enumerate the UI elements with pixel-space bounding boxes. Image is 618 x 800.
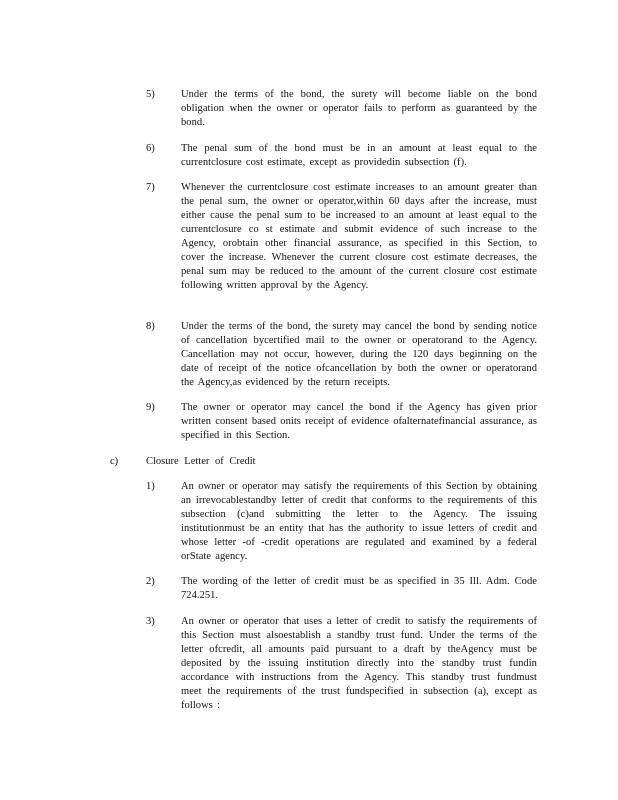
item-number: 7) [146, 182, 155, 193]
item-number: 6) [146, 143, 155, 154]
item-text: The owner or operator may cancel the bond if the Agency has given prior written consent based onits receipt of evidence ofalternatefinancial assurance, as specified in this Section. [181, 402, 537, 441]
item-text: The penal sum of the bond must be in an amount at least equal to the currentclosure cost estimate, except as providedin subsection (f). [181, 143, 537, 168]
item-text: An owner or operator that uses a letter of credit to satisfy the requirements of this Section must alsoestablish a standby trust fund. Under the terms of the letter ofcredit, all amounts paid pursuant to a draft by theAgency must be deposited by the issuing institution directly into the standby trust fundin accordance with instructions from the Agency. This standby trust fundmust meet the requirements of the trust fundspecified in subsection (a), except as follows : [181, 616, 537, 711]
item-number: 2) [146, 576, 155, 587]
item-text: Under the terms of the bond, the surety may cancel the bond by sending notice of cancellation bycertified mail to the owner or operatorand to the Agency. Cancellation may not occur, however, during the 120 days beginning on the date of receipt of the notice ofcancellation by both the owner or operatorand the Agency,as evidenced by the return receipts. [181, 321, 537, 388]
item-text: Under the terms of the bond, the surety will become liable on the bond obligation when the owner or operator fails to perform as guaranteed by the bond. [181, 89, 537, 128]
item-number: 8) [146, 321, 155, 332]
item-number: 9) [146, 402, 155, 413]
section-number: c) [110, 456, 119, 467]
item-text: The wording of the letter of credit must be as specified in 35 Ill. Adm. Code 724.251. [181, 576, 537, 601]
item-number: 1) [146, 481, 155, 492]
section-title: Closure Letter of Credit [146, 456, 256, 467]
item-number: 5) [146, 89, 155, 100]
item-number: 3) [146, 616, 155, 627]
item-text: An owner or operator may satisfy the requirements of this Section by obtaining an irrevocablestandby letter of credit that conforms to the requirements of this subsection (c)and submitting the letter to the Agency. The issuing institutionmust be an entity that has the authority to issue letters of credit and whose letter -of -credit operations are regulated and examined by a federal orState agency. [181, 481, 537, 562]
item-text: Whenever the currentclosure cost estimate increases to an amount greater than the penal sum, the owner or operator,within 60 days after the increase, must either cause the penal sum to be increased to an amount at least equal to the currentclosure co st estimate and submit evidence of such increase to the Agency, orobtain other financial assurance, as specified in this Section, to cover the increase. Whenever the current closure cost estimate decreases, the penal sum may be reduced to the amount of the current closure cost estimate following written approval by the Agency. [181, 182, 537, 291]
